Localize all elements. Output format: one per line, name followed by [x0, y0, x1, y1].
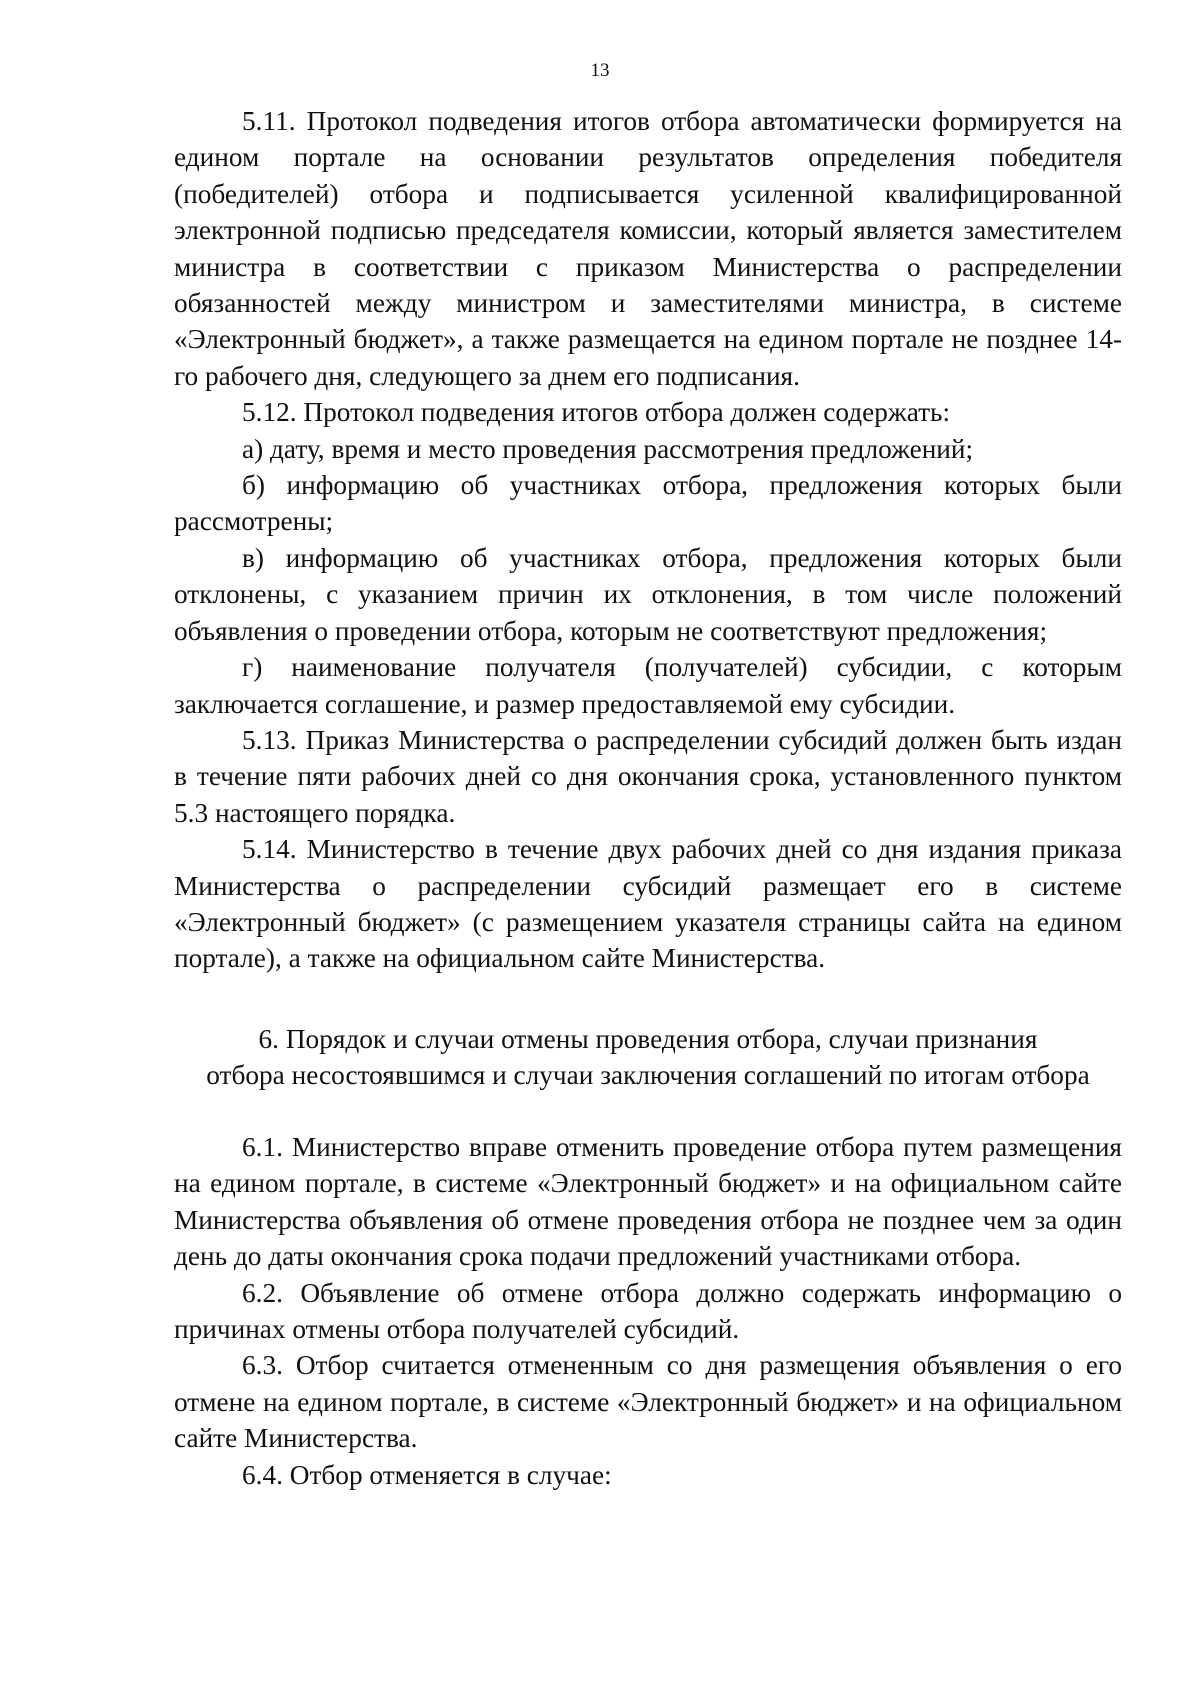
paragraph-5-14: 5.14. Министерство в течение двух рабочих дней со дня издания приказа Министерства о распределении субсидий размещает его в системе «Электронный бюджет» (с размещением указателя страницы сайта на едином портале), а также на официальном сайте Министерства.: [174, 834, 1122, 974]
paragraph-6-2: 6.2. Объявление об отмене отбора должно содержать информацию о причинах отмены отбора получателей субсидий.: [174, 1277, 1122, 1345]
list-item-g: г) наименование получателя (получателей) субсидии, с которым заключается соглашение, и размер предоставляемой ему субсидии.: [174, 652, 1122, 719]
paragraph-5-11: 5.11. Протокол подведения итогов отбора автоматически формируется на едином портале на основании результатов определения победителя (победителей) отбора и подписывается усиленной квалифицированной электронной подписью председателя комиссии, который является заместителем министра в соответствии с приказом Министерства о распределении обязанностей между министром и заместителями министра, в системе «Электронный бюджет», а также размещается на едином портале не позднее 14-го рабочего дня, следующего за днем его подписания.: [174, 106, 1122, 391]
section-6-heading-line-2: отбора несостоявшимся и случаи заключения соглашений по итогам отбора: [206, 1060, 1090, 1091]
list-item-b: б) информацию об участниках отбора, предложения которых были рассмотрены;: [174, 470, 1122, 537]
paragraph-5-13: 5.13. Приказ Министерства о распределении субсидий должен быть издан в течение пяти рабочих дней со дня окончания срока, установленного пунктом 5.3 настоящего порядка.: [174, 724, 1122, 828]
section-6-heading-line-1: 6. Порядок и случаи отмены проведения отбора, случаи признания: [258, 1024, 1038, 1054]
page-number: 13: [590, 60, 610, 81]
paragraph-6-4: 6.4. Отбор отменяется в случае:: [242, 1459, 612, 1490]
paragraph-5-12: 5.12. Протокол подведения итогов отбора должен содержать:: [242, 397, 951, 428]
list-item-v: в) информацию об участниках отбора, предложения которых были отклонены, с указанием причин их отклонения, в том числе положений объявления о проведении отбора, которым не соответствуют предложения;: [174, 542, 1122, 646]
section-5-body: [174, 103, 1122, 977]
paragraph-6-1: 6.1. Министерство вправе отменить проведение отбора путем размещения на едином портале, в системе «Электронный бюджет» и на официальном сайте Министерства объявления об отмене проведения отбора не позднее чем за один день до даты окончания срока подачи предложений участниками отбора.: [174, 1132, 1122, 1272]
list-item-a: а) дату, время и место проведения рассмотрения предложений;: [242, 433, 974, 464]
section-6-heading: [174, 1021, 1122, 1094]
paragraph-6-3: 6.3. Отбор считается отмененным со дня размещения объявления о его отмене на едином портале, в системе «Электронный бюджет» и на официальном сайте Министерства.: [174, 1350, 1122, 1454]
section-6-body: [174, 1129, 1122, 1493]
